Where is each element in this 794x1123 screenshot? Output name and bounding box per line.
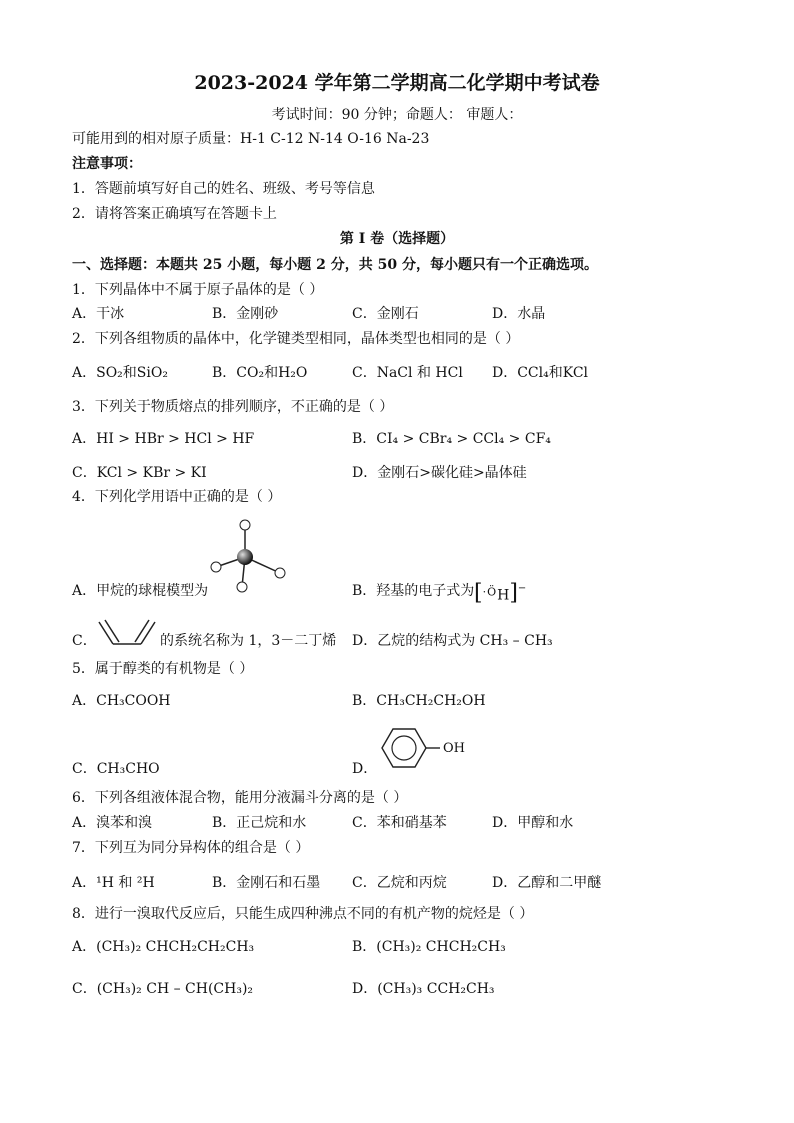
option: D． [352, 761, 378, 777]
exam-meta: 考试时间：90 分钟；命题人： 审题人： [271, 107, 523, 123]
option: D．(CH₃)₃ CCH₂CH₃ [352, 981, 495, 997]
option: D．水晶 [492, 306, 546, 322]
option: D．金刚石>碳化硅>晶体硅 [352, 465, 527, 481]
option: D．甲醇和水 [492, 815, 574, 831]
question-stem: 6．下列各组液体混合物，能用分液漏斗分离的是（ ） [72, 790, 408, 806]
note-item: 1．答题前填写好自己的姓名、班级、考号等信息 [72, 181, 375, 197]
option: D．乙烷的结构式为 CH₃ – CH₃ [352, 633, 553, 649]
option: C．(CH₃)₂ CH – CH(CH₃)₂ [72, 981, 254, 997]
option: A．溴苯和溴 [72, 815, 153, 831]
question-stem: 7．下列互为同分异构体的组合是（ ） [72, 840, 310, 856]
question-stem: 3．下列关于物质熔点的排列顺序，不正确的是（ ） [72, 399, 394, 415]
option: A．干冰 [72, 306, 125, 322]
option: D．乙醇和二甲醚 [492, 875, 602, 891]
option: C．金刚石 [352, 306, 419, 322]
note-item: 2．请将答案正确填写在答题卡上 [72, 206, 277, 222]
option: C．苯和硝基苯 [352, 815, 447, 831]
methane-ball-stick-model [200, 515, 310, 595]
option: 的系统名称为 1，3－二丁烯 [160, 633, 337, 649]
option: A．甲烷的球棍模型为 [72, 583, 209, 599]
butadiene-skeletal-formula [95, 618, 161, 648]
question-stem: 2．下列各组物质的晶体中，化学键类型相同，晶体类型也相同的是（ ） [72, 331, 520, 347]
question-stem: 8．进行一溴取代反应后，只能生成四种沸点不同的有机产物的烷烃是（ ） [72, 906, 534, 922]
question-stem: 4．下列化学用语中正确的是（ ） [72, 489, 282, 505]
hydroxyl-electron-formula: [·ÖH]− [474, 580, 527, 606]
option: B．CO₂和H₂O [212, 365, 308, 381]
atomic-masses: 可能用到的相对原子质量：H-1 C-12 N-14 O-16 Na-23 [72, 131, 430, 147]
option: C．乙烷和丙烷 [352, 875, 447, 891]
option: B．正己烷和水 [212, 815, 307, 831]
notes-heading: 注意事项： [72, 156, 142, 172]
option: C．NaCl 和 HCl [352, 365, 463, 381]
option: C．KCl > KBr > KI [72, 465, 207, 481]
question-stem: 1．下列晶体中不属于原子晶体的是（ ） [72, 282, 324, 298]
option: B．金刚石和石墨 [212, 875, 321, 891]
option: B．CH₃CH₂CH₂OH [352, 693, 486, 709]
option: B．金刚砂 [212, 306, 279, 322]
option: D．CCl₄和KCl [492, 365, 589, 381]
question-stem: 5．属于醇类的有机物是（ ） [72, 661, 254, 677]
option: C．CH₃CHO [72, 761, 160, 777]
exam-title: 2023-2024 学年第二学期高二化学期中考试卷 [194, 72, 600, 94]
phenol-oh-label: OH [443, 741, 465, 756]
section-title: 第 I 卷（选择题） [339, 231, 455, 247]
option: B．羟基的电子式为 [352, 583, 475, 599]
option: A．HI > HBr > HCl > HF [72, 431, 255, 447]
option: B．(CH₃)₂ CHCH₂CH₃ [352, 939, 506, 955]
option-label: C． [72, 633, 97, 649]
option: A．CH₃COOH [72, 693, 171, 709]
option: B．CI₄ > CBr₄ > CCl₄ > CF₄ [352, 431, 551, 447]
option: A．(CH₃)₂ CHCH₂CH₂CH₃ [72, 939, 255, 955]
section-intro: 一、选择题：本题共 25 小题，每小题 2 分，共 50 分，每小题只有一个正确选项。 [72, 257, 598, 273]
option: A．¹H 和 ²H [72, 875, 155, 891]
option: A．SO₂和SiO₂ [72, 365, 168, 381]
